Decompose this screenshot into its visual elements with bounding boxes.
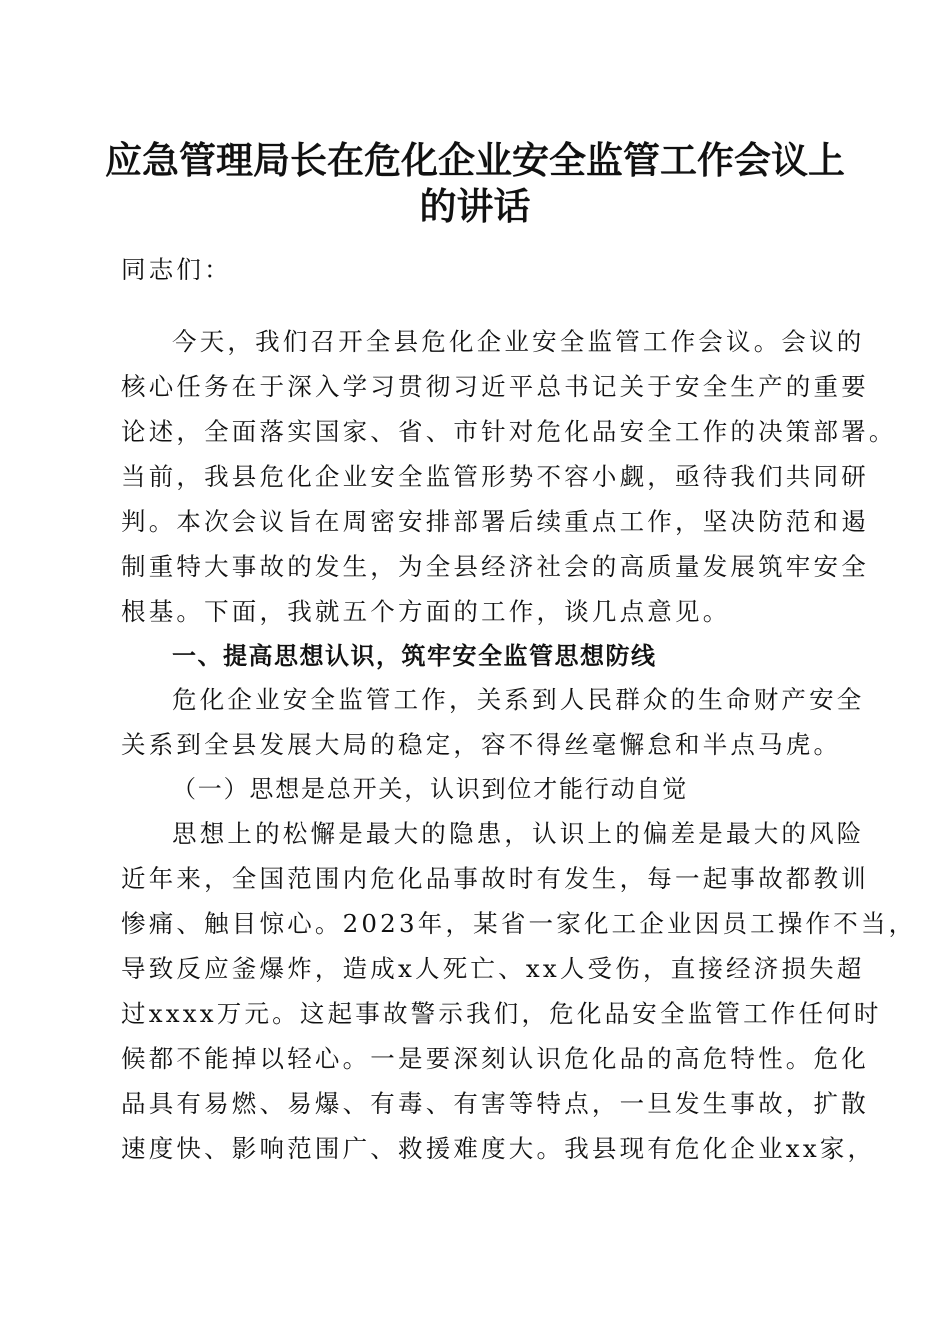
salutation: 同志们： [121, 255, 232, 284]
paragraph-2-line: 关系到全县发展大局的稳定，容不得丝毫懈怠和半点马虎。 [121, 730, 842, 759]
paragraph-1-line: 今天，我们召开全县危化企业安全监管工作会议。会议的 [172, 327, 865, 356]
paragraph-3-line: 思想上的松懈是最大的隐患，认识上的偏差是最大的风险 [172, 819, 865, 848]
paragraph-1-line: 根基。下面，我就五个方面的工作，谈几点意见。 [121, 597, 731, 626]
paragraph-1-line: 论述，全面落实国家、省、市针对危化品安全工作的决策部署。 [121, 417, 897, 446]
paragraph-1-line: 判。本次会议旨在周密安排部署后续重点工作，坚决防范和遏 [121, 507, 869, 536]
document-title-line-2: 的讲话 [419, 184, 531, 228]
paragraph-3-line: 候都不能掉以轻心。一是要深刻认识危化品的高危特性。危化 [121, 1044, 869, 1073]
paragraph-3-line: 过xxxx万元。这起事故警示我们，危化品安全监管工作任何时 [121, 999, 882, 1028]
paragraph-3-line: 惨痛、触目惊心。2023年，某省一家化工企业因员工操作不当， [121, 909, 917, 938]
paragraph-2-line: 危化企业安全监管工作，关系到人民群众的生命财产安全 [172, 685, 865, 714]
subsection-heading-1: （一）思想是总开关，认识到位才能行动自觉 [172, 775, 688, 803]
paragraph-3-line: 速度快、影响范围广、救援难度大。我县现有危化企业xx家， [121, 1134, 876, 1163]
paragraph-3-line: 近年来，全国范围内危化品事故时有发生，每一起事故都教训 [121, 864, 869, 893]
paragraph-1-line: 制重特大事故的发生，为全县经济社会的高质量发展筑牢安全 [121, 552, 869, 581]
paragraph-3-line: 品具有易燃、易爆、有毒、有害等特点，一旦发生事故，扩散 [121, 1089, 869, 1118]
paragraph-3-line: 导致反应釜爆炸，造成x人死亡、xx人受伤，直接经济损失超 [121, 954, 865, 983]
section-heading-1: 一、提高思想认识，筑牢安全监管思想防线 [172, 642, 657, 670]
paragraph-1-line: 当前，我县危化企业安全监管形势不容小觑，亟待我们共同研 [121, 462, 869, 491]
document-title-line-1: 应急管理局长在危化企业安全监管工作会议上 [105, 138, 845, 182]
paragraph-1-line: 核心任务在于深入学习贯彻习近平总书记关于安全生产的重要 [121, 372, 869, 401]
